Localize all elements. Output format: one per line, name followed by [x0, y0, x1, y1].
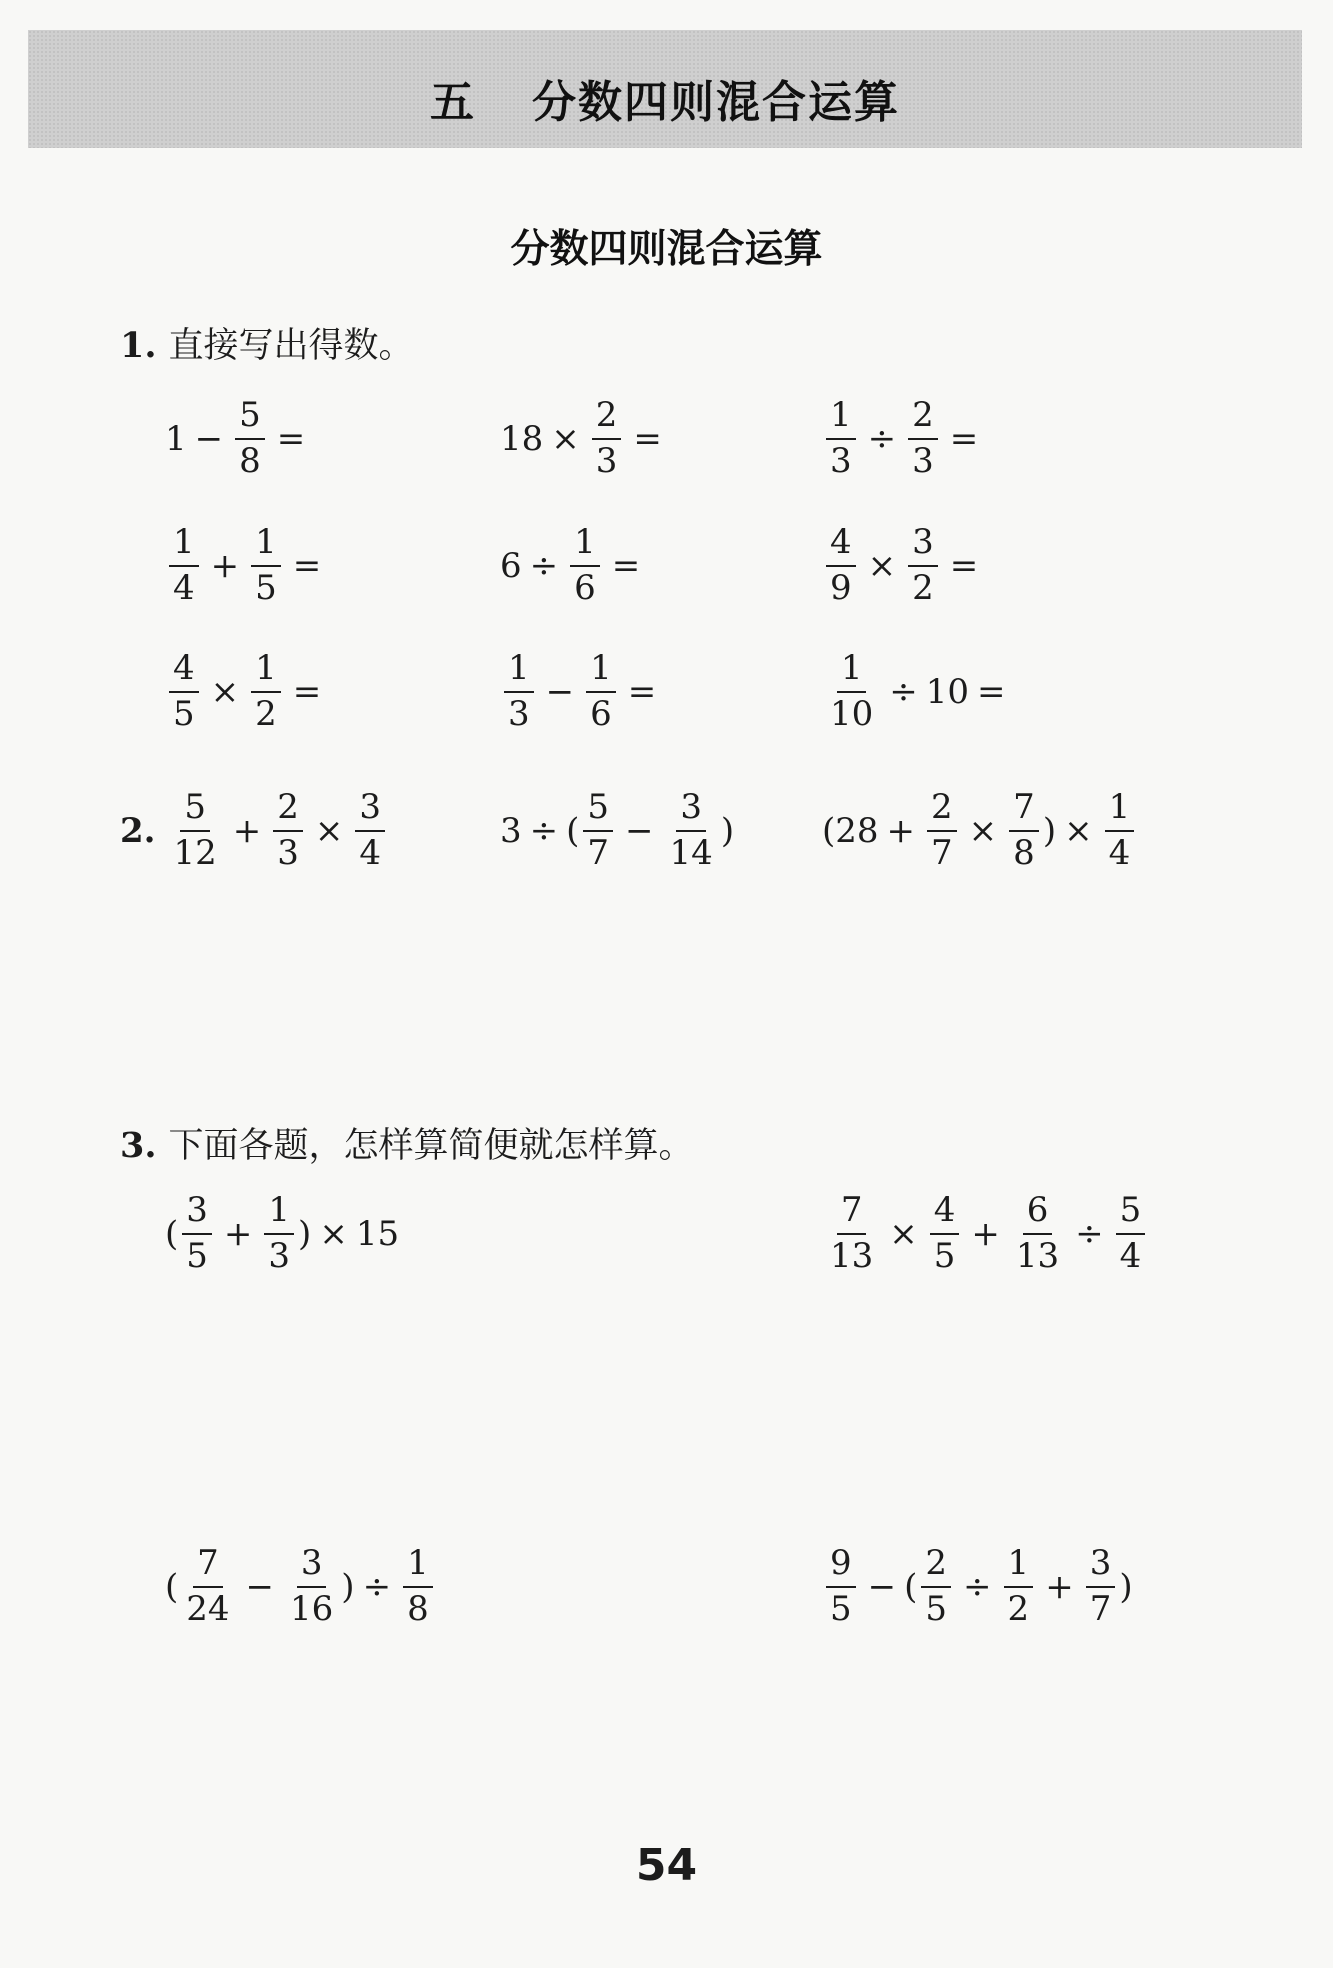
term: 28: [835, 810, 879, 851]
fraction: [908, 395, 938, 481]
numerator: 4: [826, 525, 856, 567]
fraction: [235, 395, 265, 481]
numerator: 9: [826, 1546, 856, 1588]
numerator: 3: [676, 790, 706, 832]
q1-item-4: [165, 522, 329, 608]
operator: +: [223, 1213, 253, 1254]
operator: ×: [867, 545, 897, 586]
operator: +: [1045, 1566, 1074, 1607]
question-1-heading: [120, 318, 414, 368]
numerator: 1: [826, 398, 856, 440]
operator: −: [625, 810, 654, 851]
q2-expression-3: [822, 787, 1138, 873]
numerator: 2: [927, 790, 957, 832]
denominator: 13: [1015, 1235, 1060, 1276]
fraction: [921, 1543, 951, 1629]
numerator: 6: [1023, 1193, 1053, 1235]
numerator: 4: [169, 651, 199, 693]
operator: ×: [551, 418, 580, 459]
right-paren: ): [341, 1566, 355, 1607]
fraction: [169, 648, 199, 734]
denominator: 4: [173, 567, 195, 608]
numerator: 5: [1116, 1193, 1146, 1235]
numerator: 5: [235, 398, 265, 440]
left-paren: (: [822, 810, 836, 851]
fraction: [927, 787, 957, 873]
denominator: 13: [830, 1235, 874, 1276]
q2-expression-1: [120, 787, 389, 873]
q3-expression-4: [822, 1543, 1133, 1629]
question-1-prompt: 直接写出得数。: [168, 326, 414, 366]
question-1-number: 1.: [120, 325, 157, 366]
denominator: 8: [407, 1588, 429, 1629]
denominator: 8: [239, 440, 261, 481]
denominator: 8: [1013, 832, 1035, 873]
operator: ×: [1064, 810, 1093, 851]
denominator: 5: [186, 1235, 208, 1276]
operator: ÷: [1075, 1213, 1104, 1254]
fraction: [570, 522, 600, 608]
q1-item-3: [822, 395, 986, 481]
operator: +: [971, 1213, 1000, 1254]
q1-item-8: [500, 648, 664, 734]
q1-item-6: [822, 522, 986, 608]
operator: −: [194, 418, 224, 459]
q3-expression-1: [165, 1190, 400, 1276]
denominator: 3: [912, 440, 934, 481]
chapter-title: [28, 66, 1302, 130]
denominator: 14: [669, 832, 713, 873]
fraction: [826, 522, 856, 608]
denominator: 10: [830, 693, 874, 734]
fraction: [170, 787, 221, 873]
equals-sign: =: [977, 671, 1006, 712]
numerator: 7: [837, 1193, 867, 1235]
fraction: [826, 1543, 856, 1629]
fraction: [273, 787, 303, 873]
left-paren: (: [566, 810, 580, 851]
numerator: 3: [182, 1193, 212, 1235]
operator: ×: [968, 810, 998, 851]
fraction: [1105, 787, 1135, 873]
operator: −: [545, 671, 575, 712]
numerator: 1: [570, 525, 600, 567]
fraction: [182, 1190, 212, 1276]
fraction: [583, 787, 613, 873]
right-paren: ): [298, 1213, 312, 1254]
denominator: 3: [595, 440, 618, 481]
fraction: [251, 522, 281, 608]
equals-sign: =: [276, 418, 306, 459]
q3-expression-2: [822, 1190, 1149, 1276]
chapter-banner: [28, 30, 1302, 148]
equals-sign: =: [949, 418, 979, 459]
operator: ×: [889, 1213, 918, 1254]
denominator: 2: [255, 693, 277, 734]
fraction: [592, 395, 622, 481]
numerator: 2: [592, 398, 622, 440]
denominator: 5: [255, 567, 277, 608]
operator: ×: [210, 671, 240, 712]
denominator: 4: [1119, 1235, 1142, 1276]
denominator: 2: [912, 567, 934, 608]
equals-sign: =: [292, 671, 322, 712]
denominator: 6: [574, 567, 596, 608]
section-title: 分数四则混合运算: [510, 227, 823, 272]
q1-item-2: [500, 395, 670, 481]
fraction: [504, 648, 534, 734]
equals-sign: =: [633, 418, 662, 459]
denominator: 5: [830, 1588, 852, 1629]
term: 3: [500, 810, 522, 851]
page-number: 54: [635, 1840, 698, 1891]
fraction: [1086, 1543, 1116, 1629]
denominator: 16: [290, 1588, 334, 1629]
term: 10: [925, 671, 970, 712]
fraction: [1012, 1190, 1063, 1276]
denominator: 3: [277, 832, 299, 873]
fraction: [1116, 1190, 1146, 1276]
denominator: 7: [931, 832, 953, 873]
fraction: [666, 787, 717, 873]
fraction: [264, 1190, 294, 1276]
numerator: 3: [355, 790, 385, 832]
numerator: 5: [583, 790, 613, 832]
operator: ÷: [867, 418, 897, 459]
fraction: [1004, 1543, 1034, 1629]
fraction: [286, 1543, 337, 1629]
numerator: 1: [169, 525, 199, 567]
q2-expression-2: [500, 787, 735, 873]
right-paren: ): [1119, 1566, 1133, 1607]
numerator: 2: [921, 1546, 951, 1588]
numerator: 3: [297, 1546, 327, 1588]
denominator: 4: [1108, 832, 1131, 873]
numerator: 1: [1105, 790, 1135, 832]
question-2-number: 2.: [120, 810, 156, 851]
question-3-number: 3.: [120, 1125, 157, 1166]
fraction: [826, 648, 877, 734]
fraction: [586, 648, 616, 734]
equals-sign: =: [949, 545, 979, 586]
fraction: [251, 648, 281, 734]
q1-item-5: [500, 522, 648, 608]
numerator: 1: [403, 1546, 433, 1588]
denominator: 6: [590, 693, 612, 734]
equals-sign: =: [292, 545, 322, 586]
denominator: 5: [933, 1235, 956, 1276]
fraction: [355, 787, 385, 873]
operator: ×: [319, 1213, 348, 1254]
operator: ÷: [362, 1566, 392, 1607]
numerator: 5: [180, 790, 210, 832]
left-paren: (: [165, 1566, 179, 1607]
operator: +: [210, 545, 240, 586]
numerator: 1: [837, 651, 867, 693]
numerator: 2: [908, 398, 938, 440]
numerator: 1: [586, 651, 616, 693]
operator: ×: [314, 810, 344, 851]
question-3-prompt: 下面各题，怎样算简便就怎样算。: [168, 1126, 694, 1166]
equals-sign: =: [611, 545, 641, 586]
denominator: 4: [359, 832, 382, 873]
q3-expression-3: [165, 1543, 437, 1629]
fraction: [930, 1190, 960, 1276]
fraction: [169, 522, 199, 608]
operator: ÷: [963, 1566, 992, 1607]
numerator: 1: [251, 651, 281, 693]
fraction: [182, 1543, 233, 1629]
q1-item-1: [165, 395, 313, 481]
fraction: [908, 522, 938, 608]
numerator: 1: [1004, 1546, 1034, 1588]
numerator: 3: [1086, 1546, 1116, 1588]
operator: ÷: [889, 671, 918, 712]
fraction: [826, 1190, 877, 1276]
equals-sign: =: [627, 671, 657, 712]
term: 18: [500, 418, 544, 459]
denominator: 5: [925, 1588, 948, 1629]
right-paren: ): [720, 810, 735, 851]
fraction: [1009, 787, 1039, 873]
operator: ÷: [529, 810, 559, 851]
fraction: [826, 395, 856, 481]
denominator: 7: [1089, 1588, 1112, 1629]
denominator: 3: [508, 693, 530, 734]
denominator: 7: [587, 832, 610, 873]
q1-item-7: [165, 648, 329, 734]
denominator: 12: [173, 832, 217, 873]
denominator: 24: [186, 1588, 230, 1629]
numerator: 1: [264, 1193, 294, 1235]
term: 6: [500, 545, 522, 586]
denominator: 3: [268, 1235, 291, 1276]
denominator: 3: [830, 440, 852, 481]
numerator: 4: [930, 1193, 960, 1235]
term: 1: [165, 418, 187, 459]
right-paren: ): [1042, 810, 1057, 851]
numerator: 1: [251, 525, 281, 567]
numerator: 3: [908, 525, 938, 567]
operator: +: [232, 810, 262, 851]
question-3-heading: [120, 1118, 694, 1168]
numerator: 7: [1009, 790, 1039, 832]
operator: ÷: [529, 545, 559, 586]
left-paren: (: [904, 1566, 918, 1607]
denominator: 5: [173, 693, 195, 734]
operator: −: [867, 1566, 897, 1607]
operator: −: [245, 1566, 275, 1607]
numerator: 2: [273, 790, 303, 832]
fraction: [403, 1543, 433, 1629]
left-paren: (: [165, 1213, 179, 1254]
chapter-number: 五: [430, 77, 476, 128]
term: 15: [355, 1213, 400, 1254]
operator: +: [886, 810, 916, 851]
numerator: 7: [193, 1546, 223, 1588]
q1-item-9: [822, 648, 1014, 734]
chapter-name: 分数四则混合运算: [532, 77, 900, 128]
numerator: 1: [504, 651, 534, 693]
denominator: 9: [830, 567, 852, 608]
denominator: 2: [1007, 1588, 1030, 1629]
